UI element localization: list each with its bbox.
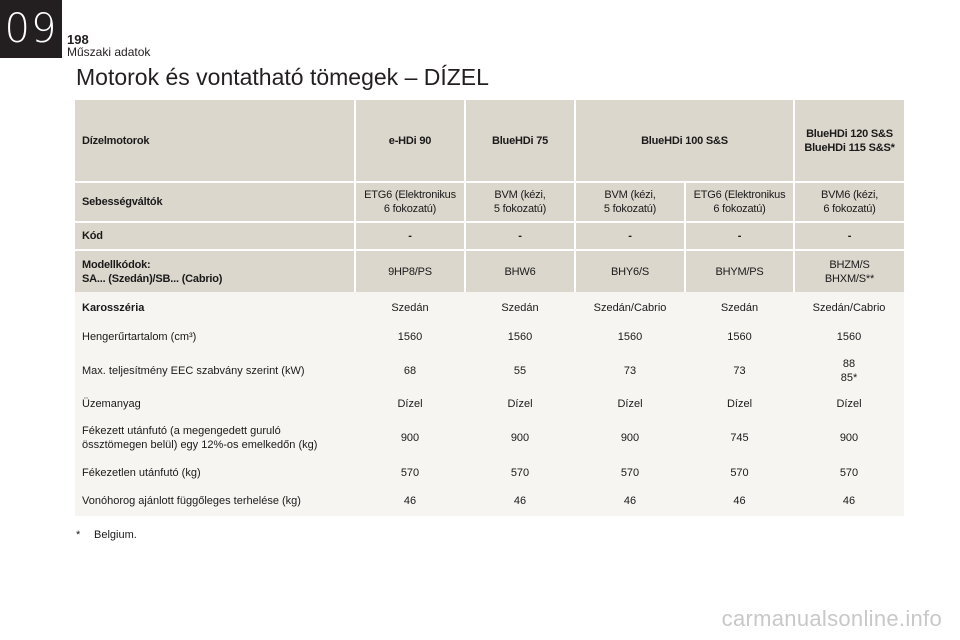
- footnote-marker: *: [76, 529, 81, 541]
- cell-value: Dízel: [685, 392, 794, 416]
- model-codes-label: Modellkódok: SA... (Szedán)/SB... (Cabrio): [75, 250, 355, 292]
- cell-value: 570: [685, 460, 794, 486]
- engine-name: BlueHDi 100 S&S: [575, 100, 794, 182]
- cell-value: 1560: [575, 324, 685, 350]
- model-code-row: [75, 250, 904, 292]
- cell-value: 46: [794, 486, 904, 516]
- cell-value: Szedán: [355, 292, 465, 324]
- code-row: [75, 222, 904, 250]
- footnote-text: Belgium.: [94, 529, 137, 541]
- code-value: -: [355, 222, 465, 250]
- gearbox-value: BVM (kézi, 5 fokozatú): [465, 182, 575, 222]
- section-name: Műszaki adatok: [67, 45, 151, 59]
- model-code-value: BHZM/S BHXM/S**: [794, 250, 904, 292]
- code-value: -: [685, 222, 794, 250]
- cell-value: 900: [355, 416, 465, 460]
- code-value: -: [465, 222, 575, 250]
- gearbox-value: BVM6 (kézi, 6 fokozatú): [794, 182, 904, 222]
- engine-name: BlueHDi 120 S&S BlueHDi 115 S&S*: [794, 100, 904, 182]
- cell-value: 73: [575, 350, 685, 392]
- cell-value: 46: [575, 486, 685, 516]
- cell-value: 1560: [794, 324, 904, 350]
- row-label: Vonóhorog ajánlott függőleges terhelése (kg): [75, 486, 355, 516]
- cell-value: 88 85*: [794, 350, 904, 392]
- cell-value: 46: [685, 486, 794, 516]
- engine-header-row: [75, 100, 904, 182]
- cell-value: 570: [575, 460, 685, 486]
- gearbox-value: BVM (kézi, 5 fokozatú): [575, 182, 685, 222]
- row-label: Karosszéria: [75, 292, 355, 324]
- table-row: [75, 460, 904, 486]
- cell-value: 68: [355, 350, 465, 392]
- cell-value: 46: [465, 486, 575, 516]
- cell-value: Dízel: [794, 392, 904, 416]
- watermark: carmanualsonline.info: [721, 606, 942, 631]
- chapter-number: 09: [4, 6, 58, 52]
- gearbox-value: ETG6 (Elektronikus 6 fokozatú): [355, 182, 465, 222]
- gearbox-label: Sebességváltók: [75, 182, 355, 222]
- row-label: Fékezetlen utánfutó (kg): [75, 460, 355, 486]
- cell-value: 1560: [465, 324, 575, 350]
- model-code-value: BHY6/S: [575, 250, 685, 292]
- cell-value: 570: [465, 460, 575, 486]
- cell-value: Szedán: [465, 292, 575, 324]
- table-row: [75, 350, 904, 392]
- cell-value: 900: [575, 416, 685, 460]
- page-title: Motorok és vontatható tömegek – DÍZEL: [76, 64, 489, 90]
- row-label: Hengerűrtartalom (cm³): [75, 324, 355, 350]
- cell-value: 900: [465, 416, 575, 460]
- model-code-value: 9HP8/PS: [355, 250, 465, 292]
- table-row: [75, 292, 904, 324]
- code-value: -: [575, 222, 685, 250]
- cell-value: 1560: [355, 324, 465, 350]
- cell-value: Szedán: [685, 292, 794, 324]
- footnote: [76, 529, 137, 541]
- engine-name: e-HDi 90: [355, 100, 465, 182]
- model-code-value: BHW6: [465, 250, 575, 292]
- cell-value: 1560: [685, 324, 794, 350]
- gearbox-value: ETG6 (Elektronikus 6 fokozatú): [685, 182, 794, 222]
- cell-value: 570: [794, 460, 904, 486]
- page-number: 198: [67, 32, 89, 47]
- cell-value: Dízel: [355, 392, 465, 416]
- gearbox-row: [75, 182, 904, 222]
- table-row: [75, 486, 904, 516]
- engine-name: BlueHDi 75: [465, 100, 575, 182]
- cell-value: 73: [685, 350, 794, 392]
- cell-value: 745: [685, 416, 794, 460]
- engines-label: Dízelmotorok: [75, 100, 355, 182]
- cell-value: Dízel: [575, 392, 685, 416]
- cell-value: 55: [465, 350, 575, 392]
- model-code-value: BHYM/PS: [685, 250, 794, 292]
- cell-value: 46: [355, 486, 465, 516]
- table-row: [75, 416, 904, 460]
- cell-value: Dízel: [465, 392, 575, 416]
- code-label: Kód: [75, 222, 355, 250]
- cell-value: 570: [355, 460, 465, 486]
- chapter-tab: [0, 0, 62, 58]
- row-label: Fékezett utánfutó (a megengedett guruló össztömegen belül) egy 12%-os emelkedőn (kg): [75, 416, 355, 460]
- table-row: [75, 392, 904, 416]
- engine-spec-table: [75, 100, 904, 516]
- row-label: Üzemanyag: [75, 392, 355, 416]
- code-value: -: [794, 222, 904, 250]
- table-row: [75, 324, 904, 350]
- cell-value: Szedán/Cabrio: [575, 292, 685, 324]
- cell-value: 900: [794, 416, 904, 460]
- row-label: Max. teljesítmény EEC szabvány szerint (kW): [75, 350, 355, 392]
- cell-value: Szedán/Cabrio: [794, 292, 904, 324]
